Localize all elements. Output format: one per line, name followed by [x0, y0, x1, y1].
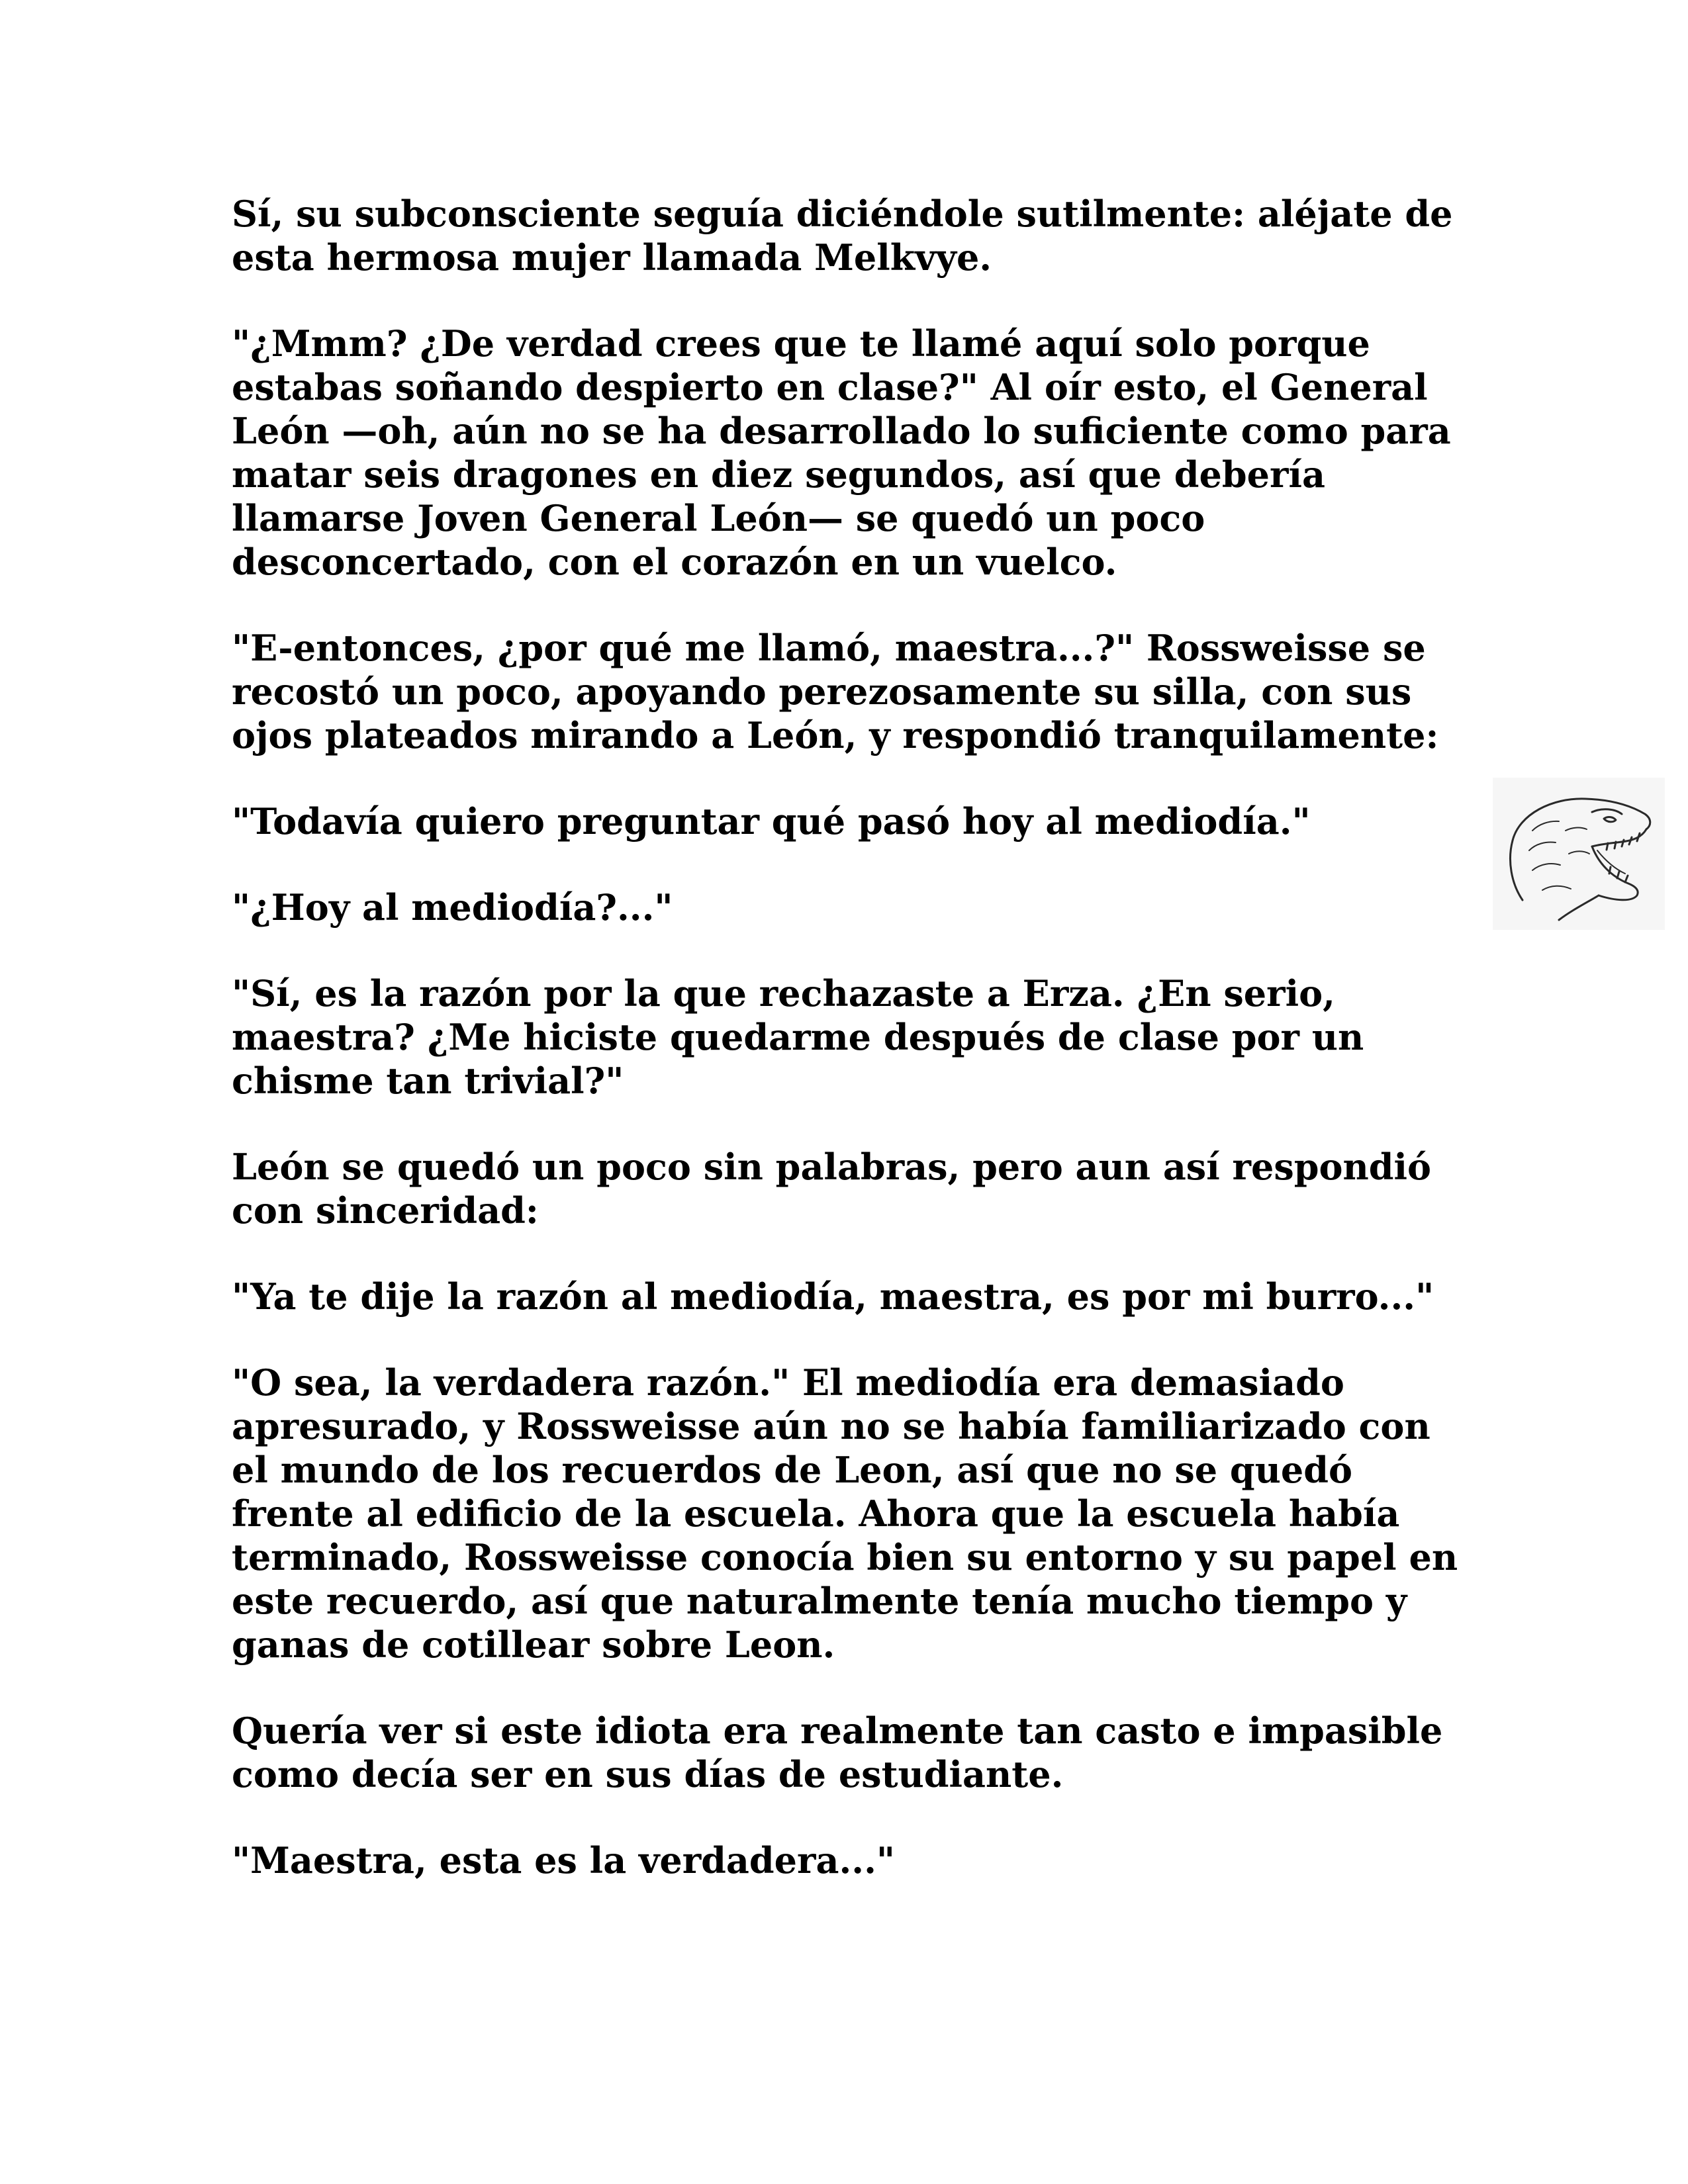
paragraph-11: "Maestra, esta es la verdadera..." [232, 1839, 896, 1882]
paragraph-3: "E-entonces, ¿por qué me llamó, maestra...?" Rossweisse se recostó un poco, apoyando perezosamente su silla, con sus ojos plateados mirando a León, y respondió tranquilamente: [232, 627, 1439, 756]
paragraph-5: "¿Hoy al mediodía?..." [232, 886, 673, 929]
dinosaur-head-icon [1493, 778, 1665, 930]
paragraph-6: "Sí, es la razón por la que rechazaste a Erza. ¿En serio, maestra? ¿Me hiciste quedarme después de clase por un chisme tan trivial?" [232, 972, 1364, 1102]
paragraph-9: "O sea, la verdadera razón." El mediodía era demasiado apresurado, y Rossweisse aún no se había familiarizado con el mundo de los recuerdos de Leon, así que no se quedó frente al edificio de la escuela. Ahora que la escuela había terminado, Rossweisse conocía bien su entorno y su papel en este recuerdo, así que naturalmente tenía mucho tiempo y ganas de cotillear sobre Leon. [232, 1361, 1458, 1666]
paragraph-7: León se quedó un poco sin palabras, pero aun así respondió con sinceridad: [232, 1146, 1432, 1232]
paragraph-8: "Ya te dije la razón al mediodía, maestra, es por mi burro..." [232, 1275, 1434, 1318]
paragraph-2: "¿Mmm? ¿De verdad crees que te llamé aquí solo porque estabas soñando despierto en clase?" Al oír esto, el General León —oh, aún no se ha desarrollado lo suficiente como para matar seis dragones en diez segundos, así que debería llamarse Joven General León— se quedó un poco desconcertado, con el corazón en un vuelco. [232, 322, 1451, 583]
paragraph-4: "Todavía quiero preguntar qué pasó hoy al mediodía." [232, 800, 1311, 842]
paragraph-1: Sí, su subconsciente seguía diciéndole sutilmente: aléjate de esta hermosa mujer llamada Melkvye. [232, 193, 1453, 279]
document-body [232, 192, 1476, 1925]
paragraph-10: Quería ver si este idiota era realmente tan casto e impasible como decía ser en sus días de estudiante. [232, 1709, 1443, 1796]
